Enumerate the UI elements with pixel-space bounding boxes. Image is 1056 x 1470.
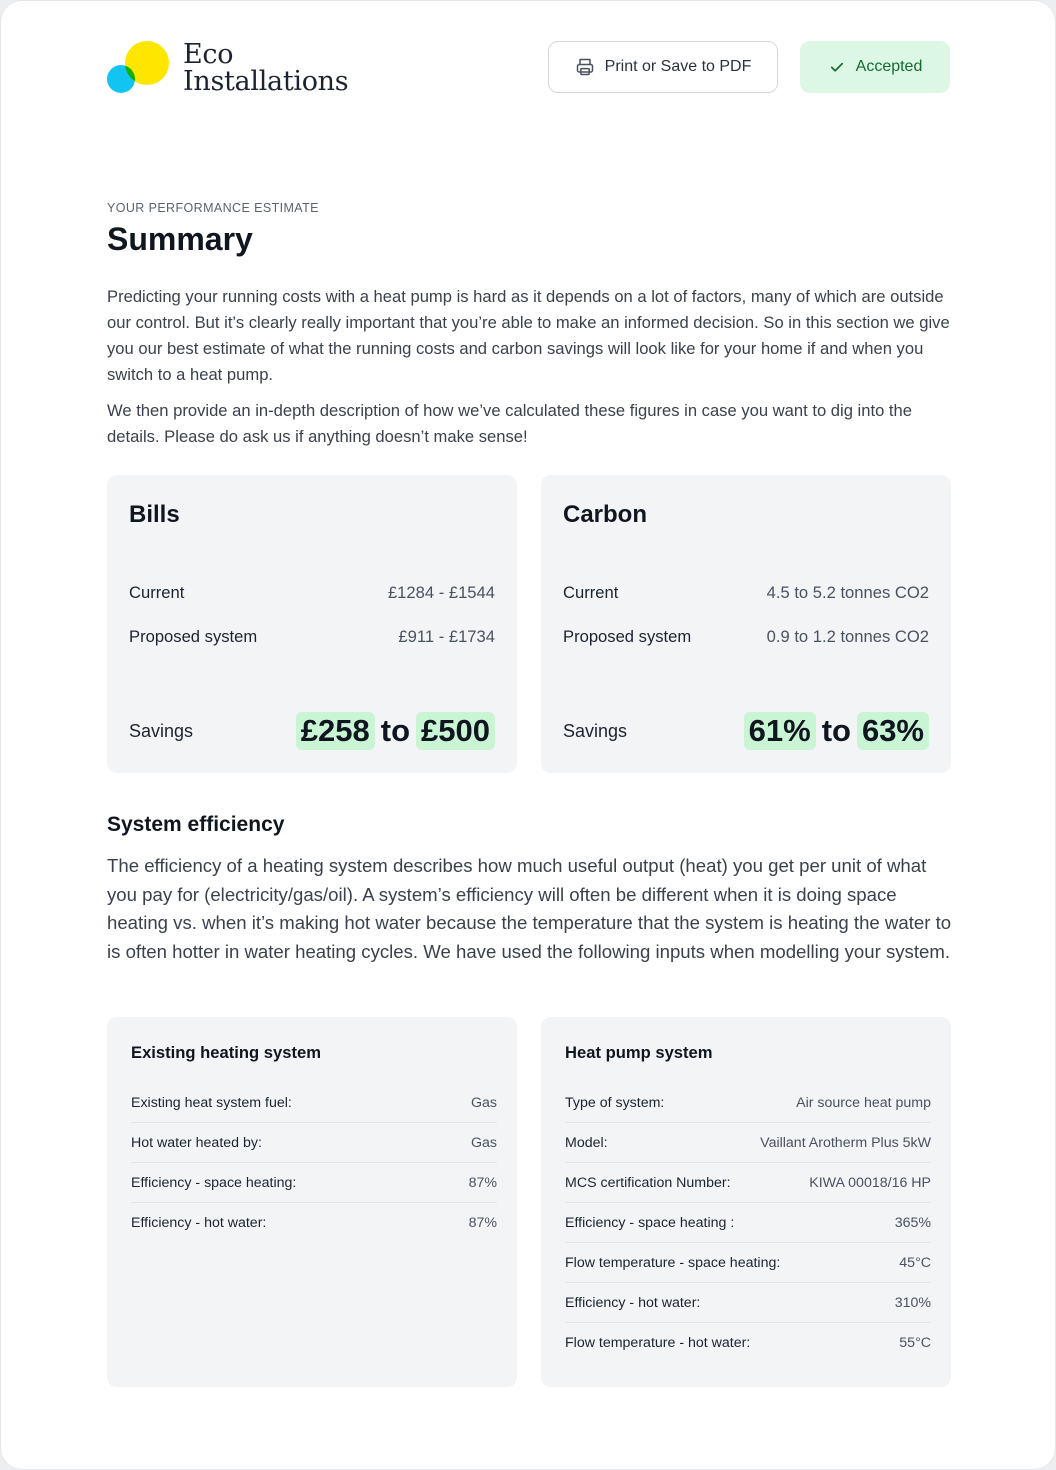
- accepted-label: Accepted: [855, 58, 923, 75]
- bills-current-label: Current: [129, 583, 185, 602]
- table-row: [565, 1163, 931, 1203]
- row-label: Type of system:: [565, 1094, 665, 1111]
- row-value: 87%: [468, 1174, 497, 1191]
- printer-icon: [575, 57, 595, 77]
- bills-proposed-value: £911 - £1734: [398, 627, 495, 646]
- row-value: Gas: [470, 1094, 497, 1111]
- carbon-proposed-label: Proposed system: [563, 627, 692, 646]
- section-eyebrow: YOUR PERFORMANCE ESTIMATE: [107, 201, 319, 215]
- row-label: Hot water heated by:: [131, 1134, 262, 1151]
- bills-savings-high: £500: [416, 712, 495, 750]
- carbon-savings-label: Savings: [563, 720, 628, 741]
- carbon-card: [541, 475, 951, 773]
- carbon-savings-low: 61%: [744, 712, 816, 750]
- carbon-current-value: 4.5 to 5.2 tonnes CO2: [766, 583, 929, 602]
- bills-savings-to: to: [380, 713, 411, 748]
- existing-system-list: [131, 1083, 497, 1243]
- table-row: [131, 1123, 497, 1163]
- table-row: [565, 1283, 931, 1323]
- existing-system-card: [107, 1017, 517, 1387]
- row-value: 45°C: [899, 1254, 931, 1271]
- bills-savings-range: [296, 712, 495, 750]
- row-label: Efficiency - hot water:: [565, 1294, 701, 1311]
- table-row: [565, 1123, 931, 1163]
- row-value: 310%: [894, 1294, 931, 1311]
- existing-system-title: Existing heating system: [131, 1043, 321, 1062]
- logo-blue-circle: [107, 65, 135, 93]
- row-value: Air source heat pump: [796, 1094, 931, 1111]
- carbon-title: Carbon: [563, 501, 647, 528]
- table-row: [565, 1243, 931, 1283]
- carbon-savings-to: to: [821, 713, 851, 748]
- efficiency-title: System efficiency: [107, 813, 285, 836]
- row-value: KIWA 00018/16 HP: [809, 1174, 931, 1191]
- row-label: Efficiency - space heating :: [565, 1214, 735, 1231]
- bills-proposed-row: [129, 627, 495, 647]
- bills-current-value: £1284 - £1544: [387, 583, 495, 602]
- row-label: Efficiency - hot water:: [131, 1215, 267, 1231]
- carbon-proposed-value: 0.9 to 1.2 tonnes CO2: [766, 627, 929, 646]
- row-label: MCS certification Number:: [565, 1174, 731, 1191]
- table-row: [131, 1163, 497, 1203]
- bills-savings-row: [129, 711, 495, 751]
- brand-wordmark: [183, 41, 348, 95]
- bills-card: [107, 475, 517, 773]
- efficiency-body: The efficiency of a heating system describes how much useful output (heat) you get per unit of what you pay for (electricity/gas/oil). A system’s efficiency will often be different when it is doing space heating vs. when it’s making hot water because the temperature that the system is heating the water to is often hotter in water heating cycles. We have used the following inputs when modelling your system.: [107, 855, 952, 962]
- row-value: 87%: [468, 1215, 497, 1231]
- print-save-pdf-button[interactable]: [548, 41, 778, 93]
- row-value: 365%: [894, 1214, 931, 1231]
- print-button-label: Print or Save to PDF: [604, 58, 752, 75]
- bills-savings-label: Savings: [129, 720, 194, 741]
- row-label: Flow temperature - space heating:: [565, 1254, 781, 1271]
- accepted-button[interactable]: [800, 41, 950, 93]
- summary-intro: [107, 284, 957, 450]
- carbon-savings-row: [563, 711, 929, 751]
- check-icon: [828, 58, 846, 76]
- table-row: [131, 1203, 497, 1243]
- page-title: Summary: [107, 221, 253, 257]
- carbon-proposed-row: [563, 627, 929, 647]
- bills-savings-low: £258: [296, 712, 375, 750]
- bills-title: Bills: [129, 501, 180, 528]
- row-label: Model:: [565, 1134, 608, 1151]
- intro-paragraph-2: We then provide an in-depth description of how we’ve calculated these figures in case you want to dig into the details. Please do ask us if anything doesn’t make sense!: [107, 401, 912, 446]
- row-label: Existing heat system fuel:: [131, 1094, 292, 1111]
- carbon-savings-range: [744, 712, 929, 750]
- row-label: Efficiency - space heating:: [131, 1174, 297, 1191]
- intro-paragraph-1: Predicting your running costs with a heat pump is hard as it depends on a lot of factors, many of which are outside our control. But it’s clearly really important that you’re able to make an informed decision. So in this section we give you our best estimate of what the running costs and carbon savings will look like for your home if and when you switch to a heat pump.: [107, 287, 950, 384]
- brand-line-2: Installations: [183, 66, 349, 97]
- carbon-savings-high: 63%: [857, 712, 929, 750]
- heat-pump-system-list: [565, 1083, 931, 1363]
- carbon-current-label: Current: [563, 583, 619, 602]
- bills-proposed-label: Proposed system: [129, 627, 258, 646]
- brand-logo: [107, 39, 347, 99]
- brand-line-1: Eco: [183, 39, 234, 70]
- carbon-current-row: [563, 583, 929, 603]
- row-value: Vaillant Arotherm Plus 5kW: [760, 1134, 931, 1151]
- row-value: Gas: [470, 1134, 497, 1151]
- bills-current-row: [129, 583, 495, 603]
- row-label: Flow temperature - hot water:: [565, 1335, 751, 1351]
- table-row: [565, 1083, 931, 1123]
- row-value: 55°C: [899, 1335, 931, 1351]
- table-row: [565, 1203, 931, 1243]
- heat-pump-system-title: Heat pump system: [565, 1043, 713, 1062]
- table-row: [565, 1323, 931, 1363]
- table-row: [131, 1083, 497, 1123]
- heat-pump-system-card: [541, 1017, 951, 1387]
